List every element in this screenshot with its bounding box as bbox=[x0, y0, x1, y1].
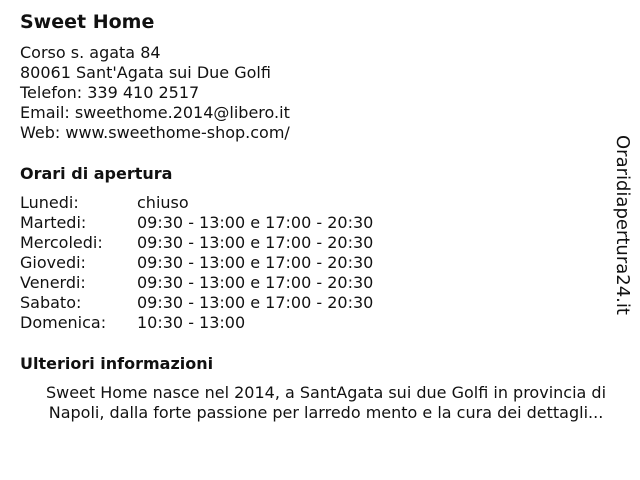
day-label: Mercoledi: bbox=[20, 233, 103, 252]
day-label: Sabato: bbox=[20, 293, 82, 312]
day-time: 09:30 - 13:00 e 17:00 - 20:30 bbox=[137, 293, 374, 312]
day-time: 10:30 - 13:00 bbox=[137, 313, 246, 332]
hours-heading: Orari di apertura bbox=[20, 164, 173, 183]
info-text-line-1: Sweet Home nasce nel 2014, a SantAgata sui due Golfi in provincia di bbox=[45, 383, 607, 402]
day-time: chiuso bbox=[137, 193, 189, 212]
hours-row-thursday bbox=[20, 253, 373, 273]
day-time: 09:30 - 13:00 e 17:00 - 20:30 bbox=[137, 213, 374, 232]
site-watermark: Oraridiapertura24.it bbox=[612, 135, 633, 315]
hours-row-saturday bbox=[20, 293, 373, 313]
business-card bbox=[20, 0, 620, 480]
hours-row-tuesday bbox=[20, 213, 373, 233]
day-time: 09:30 - 13:00 e 17:00 - 20:30 bbox=[137, 273, 374, 292]
web-text: Web: www.sweethome-shop.com/ bbox=[20, 123, 290, 142]
hours-row-wednesday bbox=[20, 233, 373, 253]
info-text-line-2: Napoli, dalla forte passione per larredo mento e la cura dei dettagli... bbox=[48, 403, 604, 422]
day-time: 09:30 - 13:00 e 17:00 - 20:30 bbox=[137, 233, 374, 252]
day-label: Venerdi: bbox=[20, 273, 86, 292]
info-heading: Ulteriori informazioni bbox=[20, 354, 214, 373]
contact-block bbox=[20, 43, 290, 143]
day-label: Giovedi: bbox=[20, 253, 86, 272]
hours-list bbox=[20, 193, 373, 333]
business-name: Sweet Home bbox=[20, 11, 155, 33]
address-street: Corso s. agata 84 bbox=[20, 43, 161, 62]
hours-row-sunday bbox=[20, 313, 373, 333]
day-label: Domenica: bbox=[20, 313, 107, 332]
phone-text: Telefon: 339 410 2517 bbox=[20, 83, 200, 102]
day-label: Lunedi: bbox=[20, 193, 79, 212]
hours-row-friday bbox=[20, 273, 373, 293]
address-city: 80061 Sant'Agata sui Due Golfi bbox=[20, 63, 271, 82]
day-label: Martedi: bbox=[20, 213, 87, 232]
hours-row-monday bbox=[20, 193, 373, 213]
email-text: Email: sweethome.2014@libero.it bbox=[20, 103, 290, 122]
info-description bbox=[20, 383, 632, 423]
day-time: 09:30 - 13:00 e 17:00 - 20:30 bbox=[137, 253, 374, 272]
